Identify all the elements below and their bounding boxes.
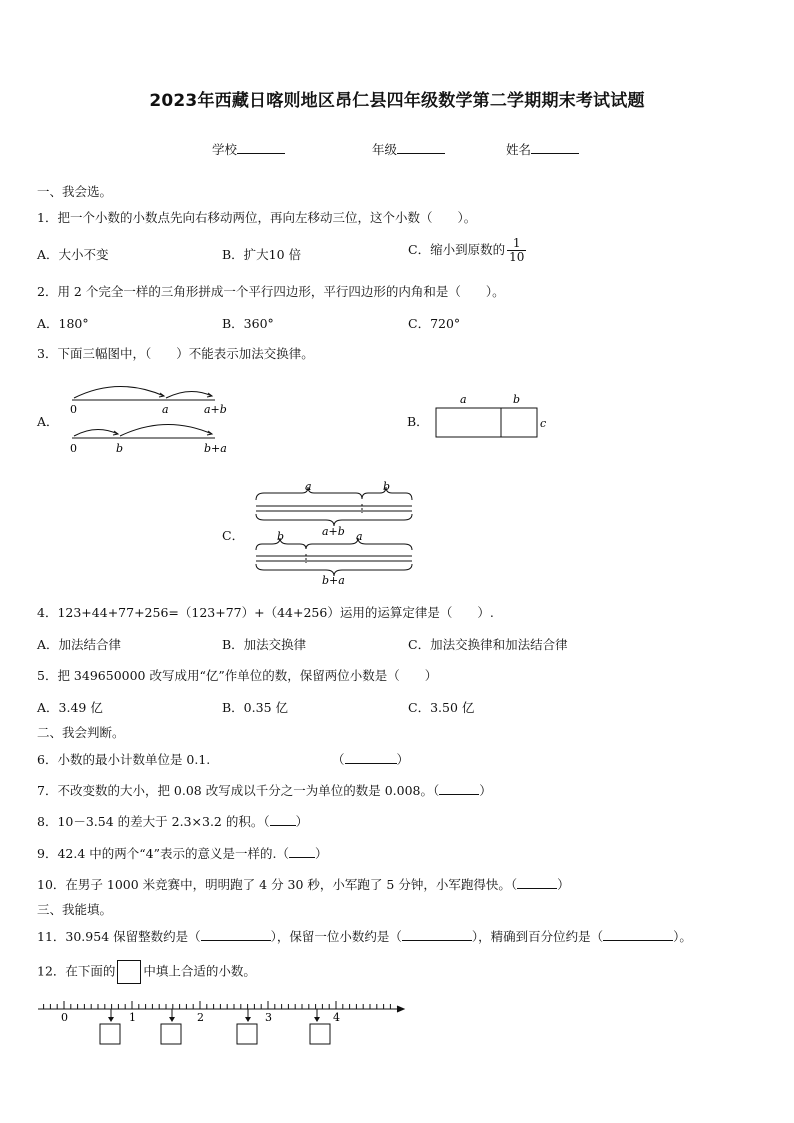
q3-figure-a [60, 376, 240, 458]
question-5: 5．把 349650000 改写成用“亿”作单位的数，保留两位小数是（ ） [37, 668, 438, 683]
q6-answer-blank[interactable] [345, 751, 397, 764]
q1-option-c-text: C．缩小到原数的 [408, 242, 506, 257]
q11-blank-hundredths[interactable] [603, 928, 673, 941]
number-line-tick-label: 3 [265, 1011, 272, 1024]
q2-option-c[interactable]: C．720° [408, 316, 461, 331]
fig-c-bottom-label-a: a [356, 530, 363, 543]
question-10: 10．在男子 1000 米竞赛中，明明跑了 4 分 30 秒，小军跑了 5 分钟，小军跑得快。（ ） [37, 877, 570, 892]
question-1: 1．把一个小数的小数点先向右移动两位，再向左移动三位，这个小数（ ）。 [37, 210, 477, 225]
q8-answer-blank[interactable] [270, 813, 296, 826]
q1-option-b[interactable]: B．扩大10 倍 [222, 247, 302, 262]
q4-option-a[interactable]: A．加法结合律 [37, 637, 122, 652]
school-field [212, 140, 285, 158]
q7-answer-blank[interactable] [439, 782, 479, 795]
number-line [36, 996, 408, 1048]
fig-c-label-apb: a+b [322, 525, 345, 538]
q4-option-c[interactable]: C．加法交换律和加法结合律 [408, 637, 568, 652]
q5-option-a[interactable]: A．3.49 亿 [37, 700, 103, 715]
fig-a-label-bpa: b+a [204, 442, 227, 455]
question-12: 12．在下面的 中填上合适的小数。 [37, 960, 256, 984]
grade-field [372, 140, 445, 158]
fig-a-label-apb: a+b [204, 403, 227, 416]
number-line-tick-label: 0 [61, 1011, 68, 1024]
answer-box-4[interactable] [310, 1024, 330, 1044]
name-field [506, 140, 579, 158]
number-line-tick-label: 4 [333, 1011, 340, 1024]
name-blank[interactable] [531, 141, 579, 154]
question-11: 11．30.954 保留整数约是（ ），保留一位小数约是（ ），精确到百分位约是（ ）。 [37, 929, 692, 944]
q6-answer[interactable]: （ ） [332, 752, 410, 767]
question-3: 3．下面三幅图中，（ ）不能表示加法交换律。 [37, 346, 314, 361]
q11-blank-integer[interactable] [201, 928, 271, 941]
fig-c-bottom-label-b: b [277, 530, 285, 543]
q1-option-a[interactable]: A．大小不变 [37, 247, 109, 262]
number-line-tick-label: 2 [197, 1011, 204, 1024]
example-box [117, 960, 141, 984]
question-8: 8．10－3.54 的差大于 2.3×3.2 的积。（ ） [37, 814, 309, 829]
answer-box-1[interactable] [100, 1024, 120, 1044]
number-line-tick-label: 1 [129, 1011, 136, 1024]
question-6: 6．小数的最小计数单位是 0.1. [37, 752, 211, 767]
q3-figure-b [432, 390, 552, 442]
section-1-heading: 一、我会选。 [37, 184, 113, 199]
school-blank[interactable] [237, 141, 285, 154]
fig-c-top-label-a: a [305, 480, 312, 493]
q10-answer-blank[interactable] [517, 876, 557, 889]
answer-box-3[interactable] [237, 1024, 257, 1044]
fig-a-label-b: b [116, 442, 124, 455]
name-label: 姓名 [506, 142, 532, 157]
q9-answer-blank[interactable] [289, 845, 315, 858]
question-2: 2．用 2 个完全一样的三角形拼成一个平行四边形，平行四边形的内角和是（ ）。 [37, 284, 505, 299]
fraction-one-tenth: $\frac{1}{10}$ [509, 236, 525, 264]
school-label: 学校 [212, 142, 238, 157]
fig-a-zero-1: 0 [70, 403, 77, 416]
fig-a-label-a: a [162, 403, 169, 416]
q3-option-a[interactable]: A． [37, 414, 59, 429]
q1-option-c[interactable] [408, 237, 526, 264]
section-3-heading: 三、我能填。 [37, 902, 113, 917]
fig-b-label-c: c [540, 417, 547, 430]
q5-option-b[interactable]: B．0.35 亿 [222, 700, 288, 715]
page-title: 2023年西藏日喀则地区昂仁县四年级数学第二学期期末考试试题 [149, 91, 645, 111]
fig-c-top-label-b: b [383, 480, 391, 493]
fig-b-label-a: a [460, 393, 467, 406]
q3-option-c[interactable]: C． [222, 528, 245, 543]
q2-option-a[interactable]: A．180° [37, 316, 89, 331]
fig-c-label-bpa: b+a [322, 574, 345, 586]
q11-blank-tenths[interactable] [402, 928, 472, 941]
section-2-heading: 二、我会判断。 [37, 725, 125, 740]
q2-option-b[interactable]: B．360° [222, 316, 274, 331]
grade-blank[interactable] [397, 141, 445, 154]
grade-label: 年级 [372, 142, 398, 157]
question-7: 7．不改变数的大小，把 0.08 改写成以千分之一为单位的数是 0.008。（ ） [37, 783, 492, 798]
question-4: 4．123+44+77+256=（123+77）+（44+256）运用的运算定律是（ ）. [37, 605, 494, 620]
q5-option-c[interactable]: C．3.50 亿 [408, 700, 475, 715]
fig-b-label-b: b [513, 393, 521, 406]
q3-figure-c [250, 478, 420, 586]
fig-a-zero-2: 0 [70, 442, 77, 455]
question-9: 9．42.4 中的两个“4”表示的意义是一样的.（ ） [37, 846, 328, 861]
answer-box-2[interactable] [161, 1024, 181, 1044]
q4-option-b[interactable]: B．加法交换律 [222, 637, 307, 652]
q3-option-b[interactable]: B． [407, 414, 429, 429]
